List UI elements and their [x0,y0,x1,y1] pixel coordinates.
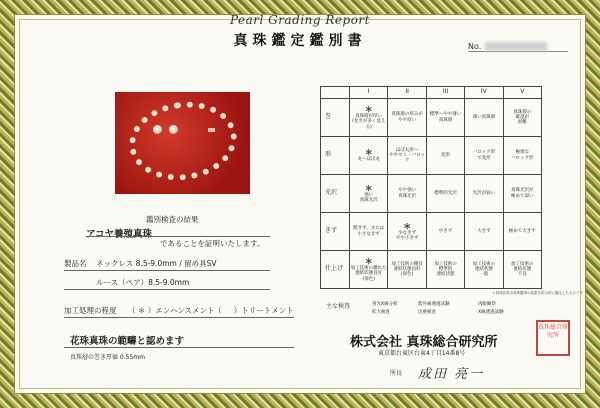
grade-col-1: I [350,87,388,99]
grade-cell: バロック形 で変形 [465,137,503,175]
grade-row-label: 仕上げ [321,251,350,289]
processing-label: 加工処理の程度 [64,306,117,315]
hanadama-text: 花珠真珠の範疇と認めます [70,336,185,347]
grade-cell: 加工技術の 連結状態 一般 [465,251,503,289]
rep-label: 所長 [390,370,403,377]
grade-mark: ＊ [364,105,373,115]
grade-row [321,251,542,289]
company-name: 株式会社 真珠総合研究所 [350,335,498,350]
grade-cell: 真珠層の 確認が 困難 [503,99,541,137]
redacted-number [485,42,547,51]
grade-mark: ＊ [364,257,373,267]
grade-row [321,99,542,137]
grade-row-label: 光沢 [321,175,350,213]
inspection-5: 肉眼観察 [478,302,496,307]
grade-cell: 加工技術の 連結状態 不良 [503,251,541,289]
grade-cell: 極めて大きず [503,213,541,251]
product-label: 製品名 [64,259,87,268]
inspection-label: 主な検査 [326,303,351,310]
grade-cell: 大きず [465,213,503,251]
inspection-6: X線透過試験 [478,310,504,315]
grade-col-2: II [388,87,426,99]
pearl-photo [115,92,250,194]
grade-row-label: 巻 [321,99,350,137]
grade-cell: 光沢が弱い [465,175,503,213]
grade-cell: 中きず [426,213,464,251]
processing-treatment: （ ）トリートメント [214,306,294,315]
grade-cell: 加工技術の 標準的 連結状態 [426,251,464,289]
inspection-3: 紫外線透過試験 [418,302,450,307]
grade-cell: 極端な バロック形 [503,137,541,175]
grade-cell: ＊ 加工技術の優れた 連結状態良好 (保色) [350,251,388,289]
grade-cell: ＊ 少なきず やや小きず [388,213,426,251]
certify-text: であることを証明いたします。 [160,239,265,248]
grade-row [321,213,542,251]
necklace-image [124,95,242,187]
processing-enhancement: （ ＊ ）エンハンスメント [128,306,215,315]
grade-cell: ＊ 強い 真珠光沢 [350,175,388,213]
grade-cell: ほぼ丸形～ ややセミ・バロック [388,137,426,175]
grade-row-label: きず [321,213,350,251]
grade-cell: 真珠層の厚みが やや厚い [388,99,426,137]
grade-row [321,175,542,213]
grade-cell: 薄い真珠層 [465,99,503,137]
inspection-4: 比重検査 [418,310,436,315]
grade-mark: ＊ [403,221,412,231]
company-address: 東京都台東区台東4丁目14番8号 [378,350,466,357]
grade-row-label: 形 [321,137,350,175]
grade-cell: 変形 [426,137,464,175]
company-seal: 真珠総合研究所 [536,320,570,356]
earring-left [153,125,162,134]
grade-cell: ＊ 丸～ほぼ丸 [350,137,388,175]
grade-cell: ＊ 真珠層が厚い (巻きが多く見える) [350,99,388,137]
nacre-thickness: 真珠層の巻き厚値 0.55mm [70,354,145,361]
inspection-1: 蛍光X線分析 [372,302,398,307]
grade-cell: 標準～やや薄い 真珠層 [426,99,464,137]
grade-col-4: IV [465,87,503,99]
grade-col-3: III [426,87,464,99]
report-number: No. [468,42,568,52]
signature: 成田 亮一 [418,367,485,382]
grading-note: ＊真珠品質は真珠鑑別の結果を総合的に鑑定したものです [492,291,583,295]
result-heading: 鑑別検査の結果 [146,215,199,224]
grade-cell: 真珠光沢が 極めて弱い [503,175,541,213]
grade-cell: 無きず、または 小さなきず [350,213,388,251]
grade-mark: ＊ [364,183,373,193]
grade-mark: ＊ [364,148,373,158]
inspection-2: 拡大検査 [372,310,390,315]
grade-col-5: V [503,87,541,99]
grade-cell: やや強い 真珠光沢 [388,175,426,213]
earring-right [169,125,178,134]
product-1: ネックレス 8.5-9.0mm / 留め具SV [96,259,217,268]
clasp-image [208,128,215,132]
product-2: ルース（ペア）8.5-9.0mm [96,278,190,287]
grading-table [320,86,542,289]
grade-cell: 加工技術の優良 連結状態良好 (保色) [388,251,426,289]
title-jp: 真珠鑑定鑑別書 [233,33,367,49]
grade-row [321,137,542,175]
pearl-type: アコヤ養殖真珠 [86,229,153,240]
title-en: Pearl Grading Report [229,13,370,27]
grade-cell: 標準的光沢 [426,175,464,213]
